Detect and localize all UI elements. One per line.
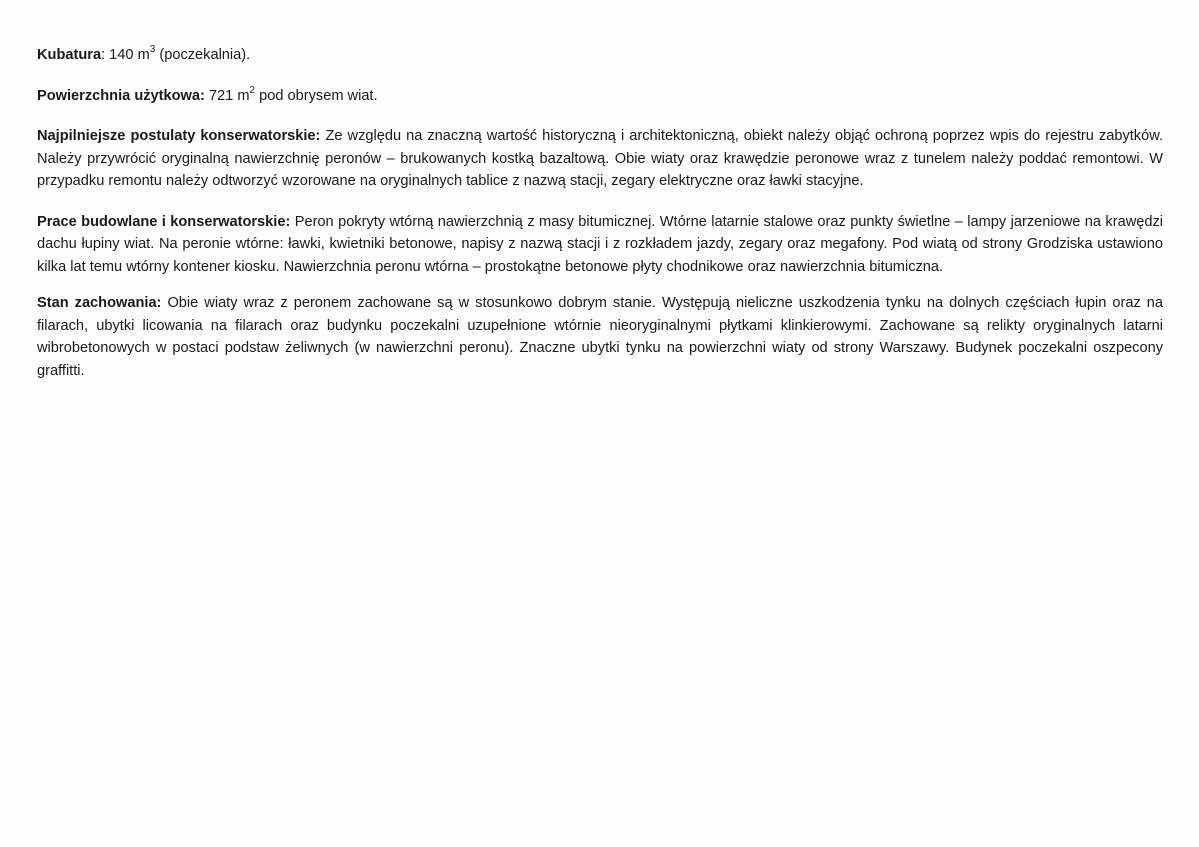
kubatura-label: Kubatura <box>37 47 102 63</box>
powierzchnia-unit-exponent: 2 <box>249 84 256 96</box>
powierzchnia-value: 721 m <box>204 87 250 104</box>
kubatura-unit-exponent: 3 <box>149 44 156 56</box>
kubatura-value: : 140 m <box>101 47 150 63</box>
prace-text: Peron pokryty wtórną nawierzchnią z masy bitumicznej. Wtórne latarnie stalowe oraz punkty świetlne – lampy jarzeniowe na krawędzi dachu łupiny wiat. Na peronie wtórne: ławki, kwietniki betonowe, napisy z nazwą stacji i z rozkładem jazdy, zegary oraz megafony. Pod wiatą od strony Grodziska ustawiono kilka lat temu wtórny kontener kiosku. Nawierzchnia peronu wtórna – prostokątne betonowe płyty chodnikowe oraz nawierzchnia bitumiczna. <box>37 213 1164 275</box>
powierzchnia-label: Powierzchnia użytkowa: <box>37 87 205 104</box>
prace-label: Prace budowlane i konserwatorskie: <box>37 213 291 230</box>
postulaty-paragraph <box>37 125 1163 193</box>
postulaty-text: Ze względu na znaczną wartość historyczną i architektoniczną, obiekt należy objąć ochroną poprzez wpis do rejestru zabytków. Należy przywrócić oryginalną nawierzchnię peronów – brukowanych kostką bazaltową. Obie wiaty oraz krawędzie peronowe wraz z tunelem należy poddać remontowi. W przypadku remontu należy odtworzyć wzorowane na oryginalnych tablice z nazwą stacji, zegary elektryczne oraz ławki stacyjne. <box>37 128 1164 189</box>
prace-paragraph <box>37 211 1163 279</box>
powierzchnia-paragraph <box>37 85 1163 108</box>
stan-paragraph <box>37 292 1163 382</box>
kubatura-note: (poczekalnia). <box>155 47 251 63</box>
document-body <box>37 44 1163 400</box>
postulaty-label: Najpilniejsze postulaty konserwatorskie: <box>37 128 321 144</box>
stan-text: Obie wiaty wraz z peronem zachowane są w stosunkowo dobrym stanie. Występują nieliczne uszkodzenia tynku na dolnych częściach łupin oraz na filarach, ubytki licowania na filarach oraz budynku poczekalni uzupełnione wtórnie nieoryginalnymi płytkami klinkierowymi. Zachowane są relikty oryginalnych latarni wibrobetonowych w postaci podstaw żeliwnych (w nawierzchni peronu). Znaczne ubytki tynku na powierzchni wiaty od strony Warszawy. Budynek poczekalni oszpecony graffitti. <box>37 295 1163 379</box>
stan-label: Stan zachowania: <box>37 295 162 311</box>
kubatura-paragraph <box>37 44 1163 67</box>
powierzchnia-note: pod obrysem wiat. <box>255 87 378 104</box>
